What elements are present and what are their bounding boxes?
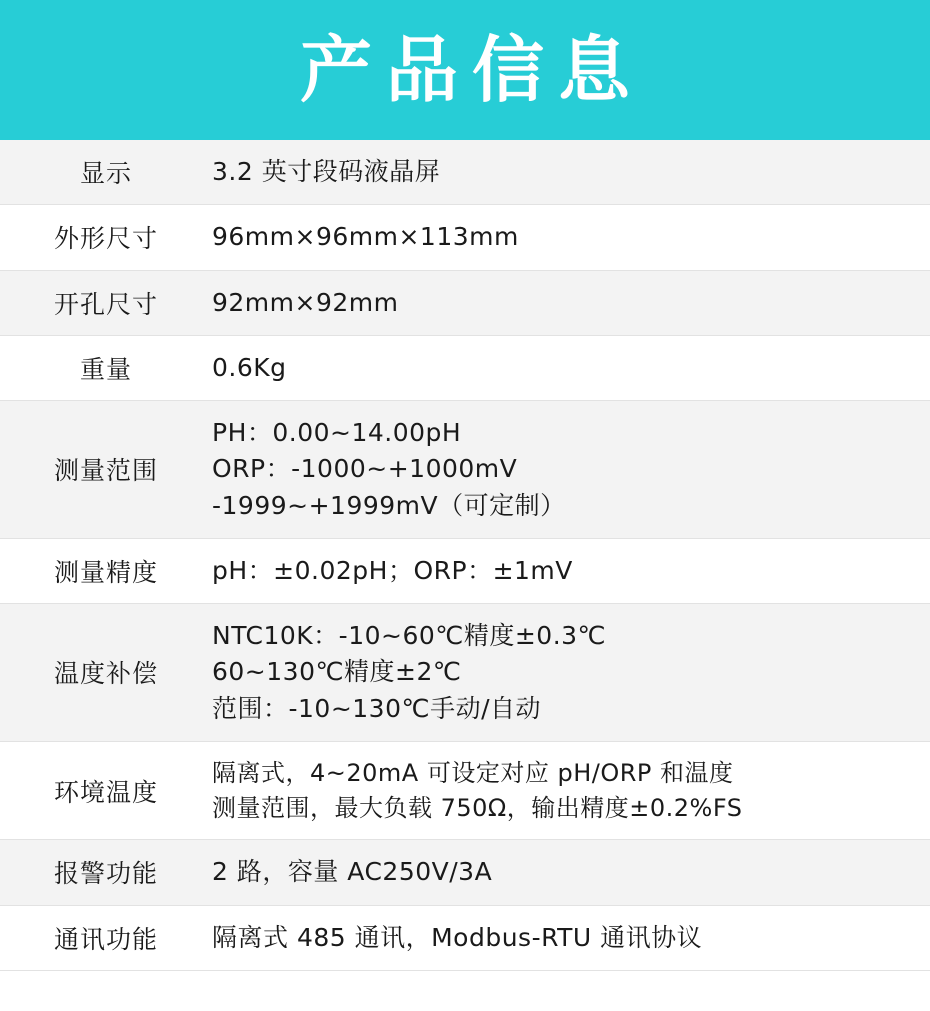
spec-value <box>212 840 930 905</box>
page-title: 产品信息 <box>299 28 644 112</box>
spec-label: 测量范围 <box>53 456 158 486</box>
spec-value-line: 隔离式，4~20mA 可设定对应 pH/ORP 和温度 <box>212 758 734 787</box>
table-row <box>0 270 930 335</box>
spec-value-line: 92mm×92mm <box>212 287 399 317</box>
spec-label: 显示 <box>79 159 132 189</box>
table-row <box>0 741 930 840</box>
spec-label: 重量 <box>79 354 132 384</box>
spec-label: 温度补偿 <box>53 659 158 689</box>
spec-value <box>212 205 930 270</box>
table-row <box>0 538 930 603</box>
spec-value-line: PH：0.00~14.00pH <box>212 418 462 447</box>
spec-label: 报警功能 <box>53 859 158 889</box>
specifications-table <box>0 140 930 971</box>
spec-value-line: 隔离式 485 通讯，Modbus-RTU 通讯协议 <box>212 922 703 952</box>
table-row <box>0 905 930 970</box>
spec-value-line: NTC10K：-10~60℃精度±0.3℃ <box>212 621 607 650</box>
table-row <box>0 401 930 539</box>
table-row <box>0 840 930 905</box>
spec-value <box>212 741 930 840</box>
spec-label: 测量精度 <box>53 557 158 587</box>
spec-label: 外形尺寸 <box>53 224 158 254</box>
spec-value <box>212 538 930 603</box>
spec-label: 通讯功能 <box>53 924 158 954</box>
table-row <box>0 604 930 742</box>
spec-value-line: 96mm×96mm×113mm <box>212 222 519 252</box>
table-row <box>0 140 930 205</box>
spec-value <box>212 604 930 742</box>
spec-value-line: 2 路，容量 AC250V/3A <box>212 857 493 887</box>
spec-value <box>212 270 930 335</box>
spec-value <box>212 335 930 400</box>
spec-value-line: 0.6Kg <box>212 352 287 382</box>
spec-value <box>212 401 930 539</box>
spec-value-line: pH：±0.02pH；ORP：±1mV <box>212 555 573 585</box>
page-banner <box>0 0 930 140</box>
spec-label: 开孔尺寸 <box>53 289 158 319</box>
spec-label: 环境温度 <box>53 777 158 807</box>
spec-value <box>212 905 930 970</box>
spec-value-line: 测量范围，最大负载 750Ω，输出精度±0.2%FS <box>212 793 743 822</box>
spec-value-line: 60~130℃精度±2℃ <box>212 657 462 687</box>
spec-value-line: 范围：-10~130℃手动/自动 <box>212 693 541 723</box>
spec-value <box>212 140 930 205</box>
table-row <box>0 205 930 270</box>
table-row <box>0 335 930 400</box>
spec-value-line: ORP：-1000~+1000mV <box>212 454 518 484</box>
specifications-table-body <box>0 140 930 970</box>
spec-value-line: -1999~+1999mV（可定制） <box>212 490 566 520</box>
spec-value-line: 3.2 英寸段码液晶屏 <box>212 157 441 186</box>
